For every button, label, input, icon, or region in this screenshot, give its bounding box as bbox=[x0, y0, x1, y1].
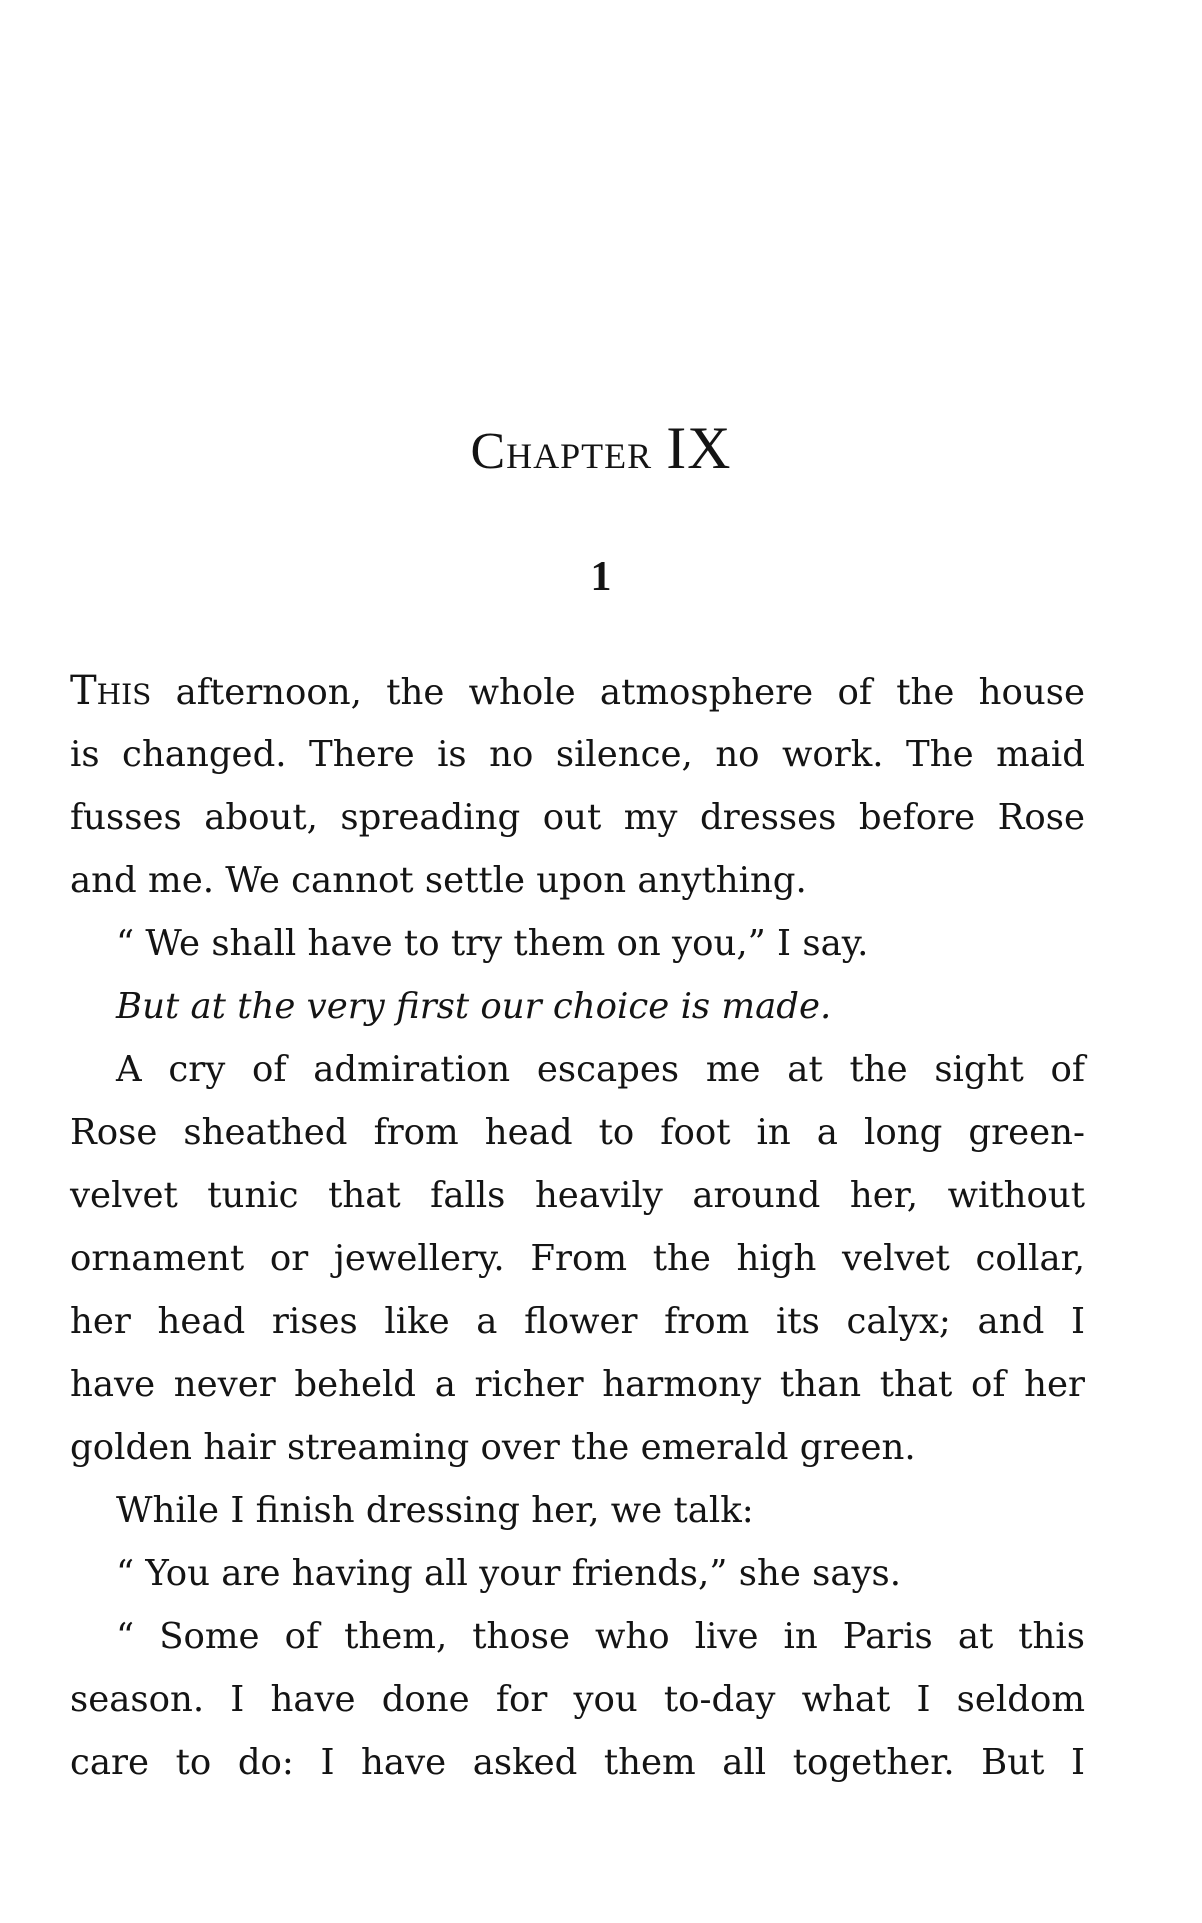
text-line: ornament or jewellery. From the high velvet collar, bbox=[70, 1238, 1085, 1279]
text-line: A cry of admiration escapes me at the sight of bbox=[116, 1049, 1085, 1090]
text-line: Rose sheathed from head to foot in a long green- bbox=[70, 1112, 1085, 1153]
text-line: “ Some of them, those who live in Paris at this bbox=[116, 1616, 1085, 1657]
text-line: have never beheld a richer harmony than that of her bbox=[70, 1364, 1085, 1405]
text-line bbox=[70, 975, 1085, 1038]
chapter-heading bbox=[0, 415, 1202, 482]
text-line: “ We shall have to try them on you,” I say. bbox=[116, 923, 869, 964]
lead-word: This bbox=[70, 668, 152, 714]
text-line: “ You are having all your friends,” she says. bbox=[116, 1553, 902, 1594]
chapter-label: Chapter bbox=[470, 423, 653, 480]
text-line: This afternoon, the whole atmosphere of the house bbox=[70, 668, 1085, 714]
text-line: care to do: I have asked them all together. But I bbox=[70, 1742, 1085, 1783]
chapter-body-text bbox=[70, 660, 1085, 1794]
section-number: 1 bbox=[590, 554, 612, 600]
text-line: golden hair streaming over the emerald green. bbox=[70, 1427, 916, 1468]
text-line: is changed. There is no silence, no work. The maid bbox=[70, 734, 1085, 775]
italic-text: But at the very first our choice is made. bbox=[116, 986, 832, 1027]
text-line: While I finish dressing her, we talk: bbox=[116, 1490, 754, 1531]
text-line: her head rises like a flower from its calyx; and I bbox=[70, 1301, 1085, 1342]
text-line: and me. We cannot settle upon anything. bbox=[70, 860, 807, 901]
text-line: velvet tunic that falls heavily around her, without bbox=[70, 1175, 1085, 1216]
chapter-numeral: IX bbox=[666, 415, 732, 481]
text-line: season. I have done for you to-day what I seldom bbox=[70, 1679, 1085, 1720]
text-line: fusses about, spreading out my dresses before Rose bbox=[70, 797, 1085, 838]
